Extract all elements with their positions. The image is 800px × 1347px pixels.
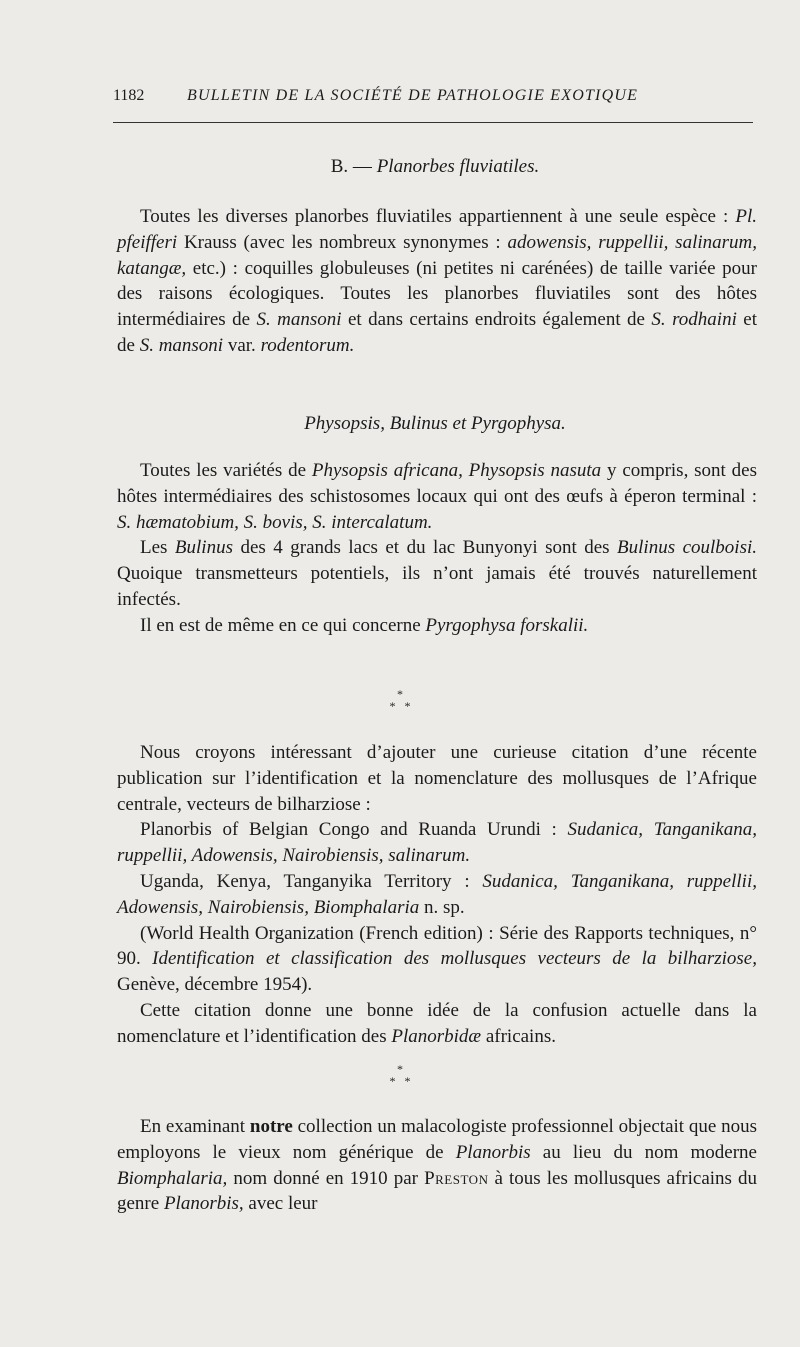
paragraph-uganda: [117, 869, 757, 921]
paragraph-malacologist: [117, 1114, 757, 1217]
text-run: Uganda, Kenya, Tanganyika Territory :: [140, 870, 483, 892]
italic-run: rodentorum.: [260, 334, 355, 356]
italic-run: Planorbis,: [163, 1193, 244, 1215]
paragraph-physopsis: [117, 458, 757, 535]
italic-run: S. mansoni: [256, 309, 342, 331]
asterism-star-pair: [370, 700, 430, 712]
asterism-separator: [370, 688, 430, 712]
section-b-body: [117, 204, 757, 359]
asterism-star-pair: [370, 1075, 430, 1087]
italic-run: Pl. pfeifferi: [117, 206, 757, 253]
paragraph-citation-intro: Nous croyons intéressant d’ajouter une curieuse citation d’une récente publication sur l’identification et la nomenclature des mollusques de l’Afrique centrale, vecteurs de bilharziose :: [117, 742, 757, 815]
italic-run: Bulinus coulboisi.: [617, 537, 757, 559]
italic-run: adowensis, ruppellii, salinarum, katangæ,: [117, 231, 757, 279]
text-run: au lieu du nom moderne: [530, 1141, 757, 1163]
header-rule: [113, 122, 753, 123]
asterism-star: *: [404, 699, 411, 713]
text-run: Genève, décembre 1954).: [117, 974, 313, 996]
italic-run: Physopsis africana, Physopsis nasuta: [311, 460, 602, 481]
paragraph-belgian-congo: [117, 817, 757, 869]
text-run: n. sp.: [419, 896, 465, 918]
italic-run: Identification et classification des mollusques vecteurs de la bilharziose,: [152, 948, 757, 970]
section-physopsis-title: Physopsis, Bulinus et Pyrgophysa.: [304, 413, 566, 434]
section-physopsis-heading: [115, 412, 755, 436]
italic-run: Biomphalaria,: [117, 1167, 228, 1189]
section-physopsis-body: [117, 458, 757, 639]
text-run: y compris, sont des hôtes intermédiaires des schistosomes locaux qui ont des œufs à éperon terminal :: [117, 460, 757, 507]
text-run: nom donné en 1910 par: [227, 1167, 425, 1189]
asterism-star: *: [404, 1074, 411, 1088]
section-b-prefix: B. —: [330, 156, 377, 177]
italic-run: S. rodhaini: [651, 309, 737, 331]
italic-run: S. mansoni: [139, 334, 224, 356]
asterism-star: *: [389, 699, 396, 713]
italic-run: Sudanica, Tanganikana, ruppellii, Adowensis, Nairobiensis, salinarum.: [117, 819, 757, 867]
running-title: BULLETIN DE LA SOCIÉTÉ DE PATHOLOGIE EXOTIQUE: [187, 87, 639, 104]
paragraph-pyrgophysa: [117, 613, 757, 639]
page-number: 1182: [113, 87, 145, 104]
text-run: collection un malacologiste professionnel objectait que nous employons le vieux nom générique de: [117, 1116, 758, 1163]
bold-run: notre: [249, 1116, 293, 1137]
text-run: des 4 grands lacs et du lac Bunyonyi sont des: [232, 537, 618, 559]
italic-run: Bulinus: [174, 537, 233, 559]
section-b-heading: [115, 155, 755, 179]
text-run: Planorbis of Belgian Congo and Ruanda Urundi :: [140, 819, 568, 841]
text-run: Toutes les diverses planorbes fluviatiles appartiennent à une seule espèce :: [140, 206, 736, 227]
text-run: Quoique transmetteurs potentiels, ils n’ont jamais été trouvés naturellement infectés.: [117, 563, 757, 610]
smallcaps-run: Preston: [424, 1167, 489, 1189]
text-run: etc.) : coquilles globuleuses (ni petites ni carénées) de taille variée pour des raisons écologiques. Toutes les planorbes fluviatiles sont des hôtes intermédiaires de: [117, 257, 757, 331]
section-last-body: [117, 1114, 757, 1217]
text-run: Krauss (avec les nombreux synonymes :: [177, 231, 508, 253]
paragraph-bulinus: [117, 535, 757, 612]
text-run: Toutes les variétés de: [140, 460, 312, 481]
italic-run: Planorbidæ: [391, 1025, 482, 1047]
paragraph-planorbes: [117, 204, 757, 359]
asterism-star: *: [389, 1074, 396, 1088]
text-run: var.: [223, 334, 261, 356]
section-citation-body: [117, 740, 757, 1050]
section-b-title: Planorbes fluviatiles.: [376, 156, 540, 177]
text-run: Les: [140, 537, 175, 559]
asterism-star: *: [397, 1062, 403, 1076]
italic-run: S. hæmatobium, S. bovis, S. intercalatum.: [117, 511, 433, 533]
text-run: et de: [117, 309, 758, 356]
text-run: (World Health Organization (French edition) : Série des Rapports techniques, n° 90.: [117, 922, 757, 970]
text-run: et dans certains endroits également de: [341, 309, 652, 331]
paragraph-who-reference: [117, 921, 757, 998]
text-run: à tous les mollusques africains du genre: [117, 1167, 757, 1215]
text-run: Il en est de même en ce qui concerne: [140, 614, 426, 636]
italic-run: Planorbis: [455, 1141, 531, 1163]
text-run: africains.: [481, 1025, 556, 1047]
text-run: Cette citation donne une bonne idée de la confusion actuelle dans la nomenclature et l’identification des: [117, 999, 757, 1047]
italic-run: Sudanica, Tanganikana, ruppellii, Adowensis, Nairobiensis, Biomphalaria: [117, 870, 757, 918]
italic-run: Pyrgophysa forskalii.: [425, 614, 589, 636]
asterism-star: *: [397, 687, 403, 701]
paragraph-confusion: [117, 998, 757, 1050]
text-run: avec leur: [243, 1193, 318, 1215]
text-run: En examinant: [140, 1116, 250, 1137]
asterism-separator: [370, 1063, 430, 1087]
